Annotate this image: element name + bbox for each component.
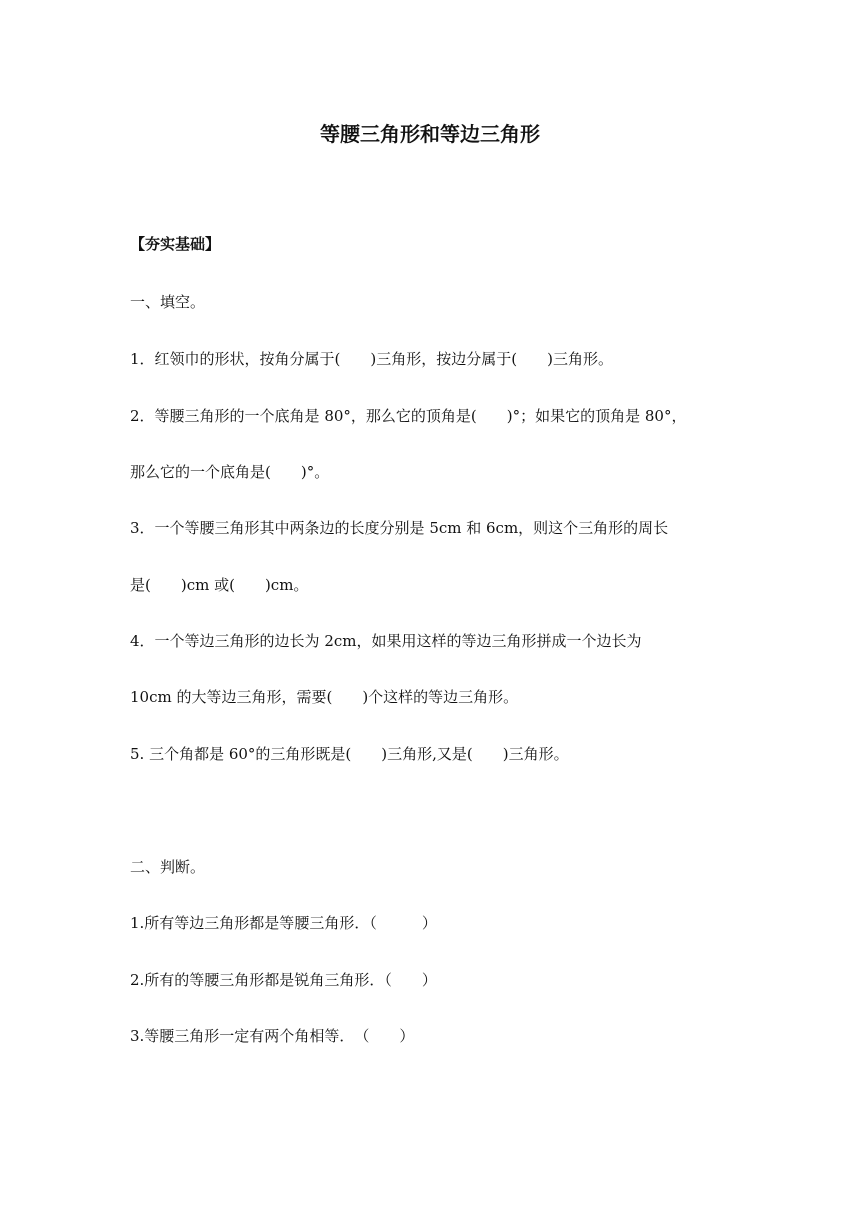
question-3-line-1: 3．一个等腰三角形其中两条边的长度分别是 5cm 和 6cm，则这个三角形的周长 [130,519,669,537]
question-3-line-2: 是( )cm 或( )cm。 [130,576,309,594]
judgment-2-line: 2.所有的等腰三角形都是锐角三角形．（ ） [130,971,437,989]
question-2-line-2: 那么它的一个底角是( )°。 [130,463,330,481]
page-title: 等腰三角形和等边三角形 [320,122,540,146]
question-5-line: 5. 三个角都是 60°的三角形既是( )三角形,又是( )三角形。 [130,745,569,763]
part1-heading: 一、填空。 [130,293,206,311]
question-4-line-1: 4．一个等边三角形的边长为 2cm，如果用这样的等边三角形拼成一个边长为 [130,632,642,650]
judgment-1-line: 1.所有等边三角形都是等腰三角形．（ ） [130,914,437,932]
question-4-line-2: 10cm 的大等边三角形，需要( )个这样的等边三角形。 [130,688,519,706]
judgment-3-line: 3.等腰三角形一定有两个角相等． （ ） [130,1027,415,1045]
section-label: 【夯实基础】 [130,235,221,253]
part2-heading: 二、判断。 [130,858,206,876]
question-2-line-1: 2．等腰三角形的一个底角是 80°，那么它的顶角是( )°；如果它的顶角是 80°， [130,407,687,425]
question-1-line: 1．红领巾的形状，按角分属于( )三角形，按边分属于( )三角形。 [130,350,613,368]
